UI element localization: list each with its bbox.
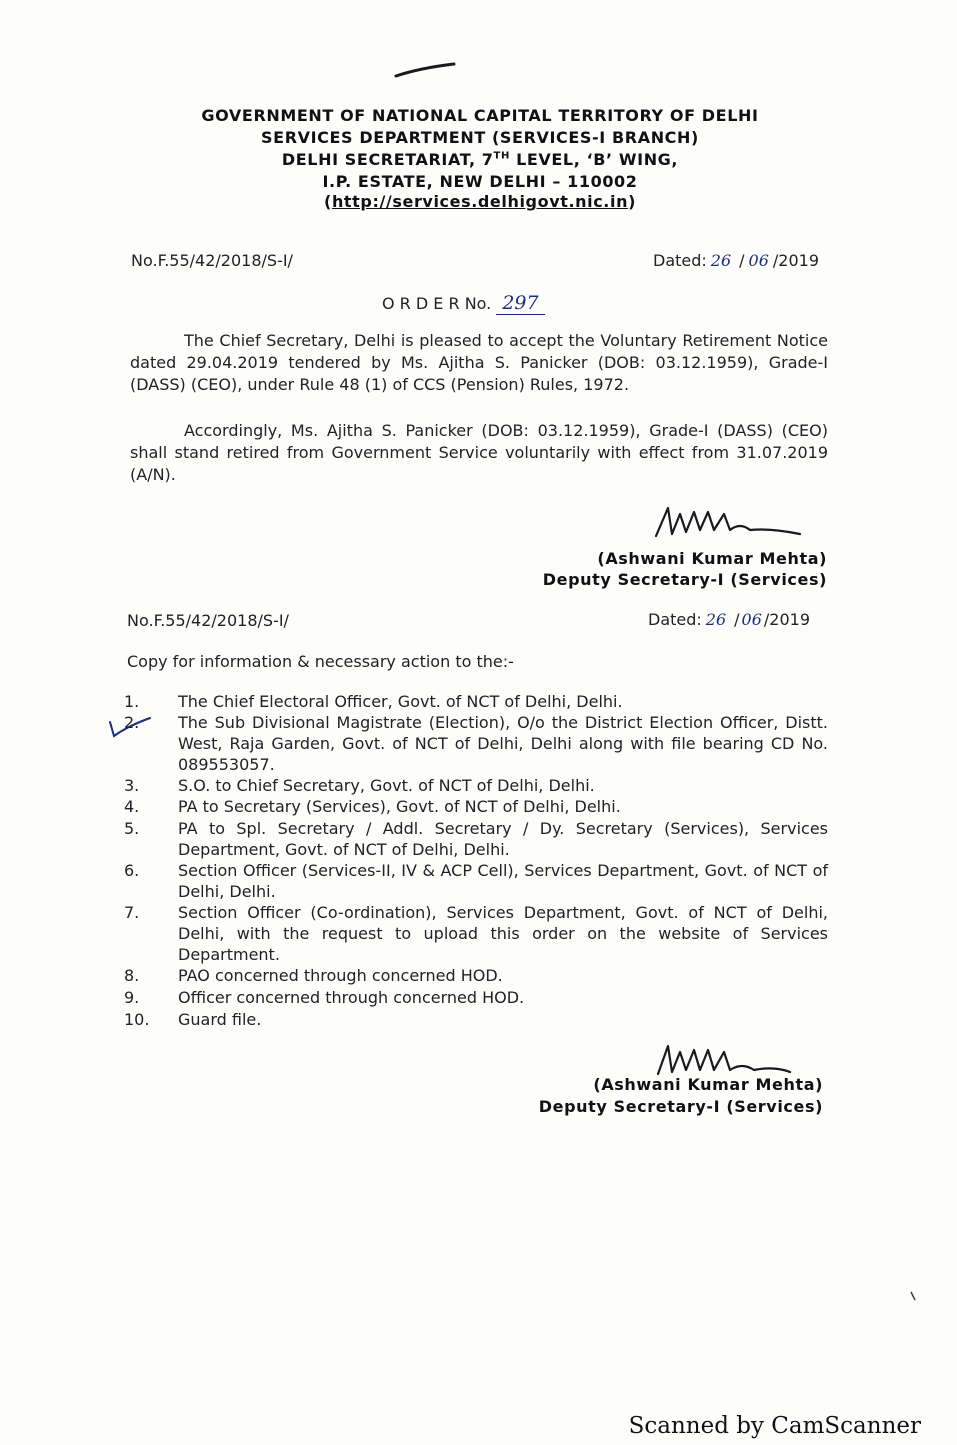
header-line-3-sup: TH bbox=[493, 150, 510, 162]
list-item-text: The Chief Electoral Officer, Govt. of NCT of Delhi, Delhi. bbox=[178, 692, 623, 711]
small-mark bbox=[908, 1290, 918, 1302]
scanner-watermark: Scanned by CamScanner bbox=[628, 1413, 921, 1439]
header-line-2: SERVICES DEPARTMENT (SERVICES-I BRANCH) bbox=[261, 128, 699, 147]
order-signatory-name: (Ashwani Kumar Mehta) bbox=[597, 549, 827, 568]
copy-signatory-name: (Ashwani Kumar Mehta) bbox=[593, 1075, 823, 1094]
list-item-number: 10. bbox=[124, 1010, 150, 1029]
header-line-3-pre: DELHI SECRETARIAT, 7 bbox=[281, 150, 494, 169]
list-item-text: Section Officer (Services-II, IV & ACP Cell), Services Department, Govt. of NCT of Delhi, Delhi. bbox=[178, 861, 828, 901]
header-line-1: GOVERNMENT OF NATIONAL CAPITAL TERRITORY OF DELHI bbox=[201, 106, 759, 125]
order-number-value: 297 bbox=[496, 292, 544, 315]
order-paragraph-2: Accordingly, Ms. Ajitha S. Panicker (DOB: 03.12.1959), Grade-I (DASS) (CEO) shall stand retired from Government Service voluntarily with effect from 31.07.2019 (A/N). bbox=[130, 421, 828, 484]
header-line-3-post: LEVEL, ‘B’ WING, bbox=[509, 150, 679, 169]
list-item-text: Section Officer (Co-ordination), Services Department, Govt. of NCT of Delhi, Delhi, with the request to upload this order on the website of Services Department. bbox=[178, 903, 828, 964]
list-item-number: 7. bbox=[124, 903, 140, 922]
list-item bbox=[124, 796, 828, 817]
order-paragraph-1: The Chief Secretary, Delhi is pleased to accept the Voluntary Retirement Notice dated 29.04.2019 tendered by Ms. Ajitha S. Panicker (DOB: 03.12.1959), Grade-I (DASS) (CEO), under Rule 48 (1) of CCS (Pension) Rules, 1972. bbox=[130, 331, 828, 394]
order-file-number: No.F.55/42/2018/S-I/ bbox=[131, 251, 293, 270]
signature-1 bbox=[650, 500, 810, 548]
copy-date-label: Dated: bbox=[648, 610, 702, 629]
order-date-day: 26 bbox=[710, 251, 732, 270]
order-date-month: 06 bbox=[748, 251, 769, 270]
order-date-year: /2019 bbox=[772, 251, 820, 270]
header-line-4: I.P. ESTATE, NEW DELHI – 110002 bbox=[322, 172, 638, 191]
list-item-text: PAO concerned through concerned HOD. bbox=[178, 966, 503, 985]
list-item bbox=[124, 860, 828, 902]
list-item bbox=[124, 902, 828, 965]
list-item-number: 4. bbox=[124, 797, 140, 816]
list-item-text: PA to Spl. Secretary / Addl. Secretary / Dy. Secretary (Services), Services Department, Govt. of NCT of Delhi, Delhi. bbox=[178, 819, 828, 859]
order-date-label: Dated: bbox=[653, 251, 707, 270]
list-item bbox=[124, 712, 828, 775]
copy-date: Dated: 26 / 06 /2019 bbox=[648, 610, 811, 629]
list-item bbox=[124, 1009, 828, 1030]
list-item-number: 6. bbox=[124, 861, 140, 880]
copy-file-number: No.F.55/42/2018/S-I/ bbox=[127, 611, 289, 630]
list-item-number: 9. bbox=[124, 988, 140, 1007]
list-item-number: 2. bbox=[124, 713, 140, 732]
copy-date-month: 06 bbox=[741, 610, 762, 629]
list-item bbox=[124, 691, 828, 712]
list-item-text: PA to Secretary (Services), Govt. of NCT of Delhi, Delhi. bbox=[178, 797, 621, 816]
list-item bbox=[124, 987, 828, 1008]
copy-signatory-title: Deputy Secretary-I (Services) bbox=[538, 1097, 823, 1116]
list-item-text: The Sub Divisional Magistrate (Election), O/o the District Election Officer, Distt. West, Raja Garden, Govt. of NCT of Delhi, Delhi along with file bearing CD No. 089553057. bbox=[178, 713, 828, 774]
order-date: Dated: 26 / 06 /2019 bbox=[653, 251, 820, 270]
list-item bbox=[124, 775, 828, 796]
list-item-number: 8. bbox=[124, 966, 140, 985]
pen-stroke-mark bbox=[390, 58, 460, 80]
order-number-line bbox=[382, 292, 545, 314]
copy-date-day: 26 bbox=[705, 610, 727, 629]
list-item bbox=[124, 965, 828, 986]
list-item-number: 1. bbox=[124, 692, 140, 711]
list-item-text: Guard file. bbox=[178, 1010, 262, 1029]
header-link-open: ( bbox=[324, 192, 332, 211]
list-item-text: Officer concerned through concerned HOD. bbox=[178, 988, 525, 1007]
website-link[interactable]: http://services.delhigovt.nic.in bbox=[331, 192, 629, 211]
list-item-number: 3. bbox=[124, 776, 140, 795]
list-item-number: 5. bbox=[124, 819, 140, 838]
header-link-close: ) bbox=[628, 192, 636, 211]
header-line-5 bbox=[100, 192, 860, 211]
header-line-3 bbox=[100, 150, 860, 169]
copy-intro: Copy for information & necessary action to the:- bbox=[127, 652, 514, 671]
copy-date-year: /2019 bbox=[763, 610, 811, 629]
list-item bbox=[124, 818, 828, 860]
order-number-label: O R D E R No. bbox=[382, 294, 492, 313]
order-signatory-title: Deputy Secretary-I (Services) bbox=[542, 570, 827, 589]
list-item-text: S.O. to Chief Secretary, Govt. of NCT of Delhi, Delhi. bbox=[178, 776, 595, 795]
